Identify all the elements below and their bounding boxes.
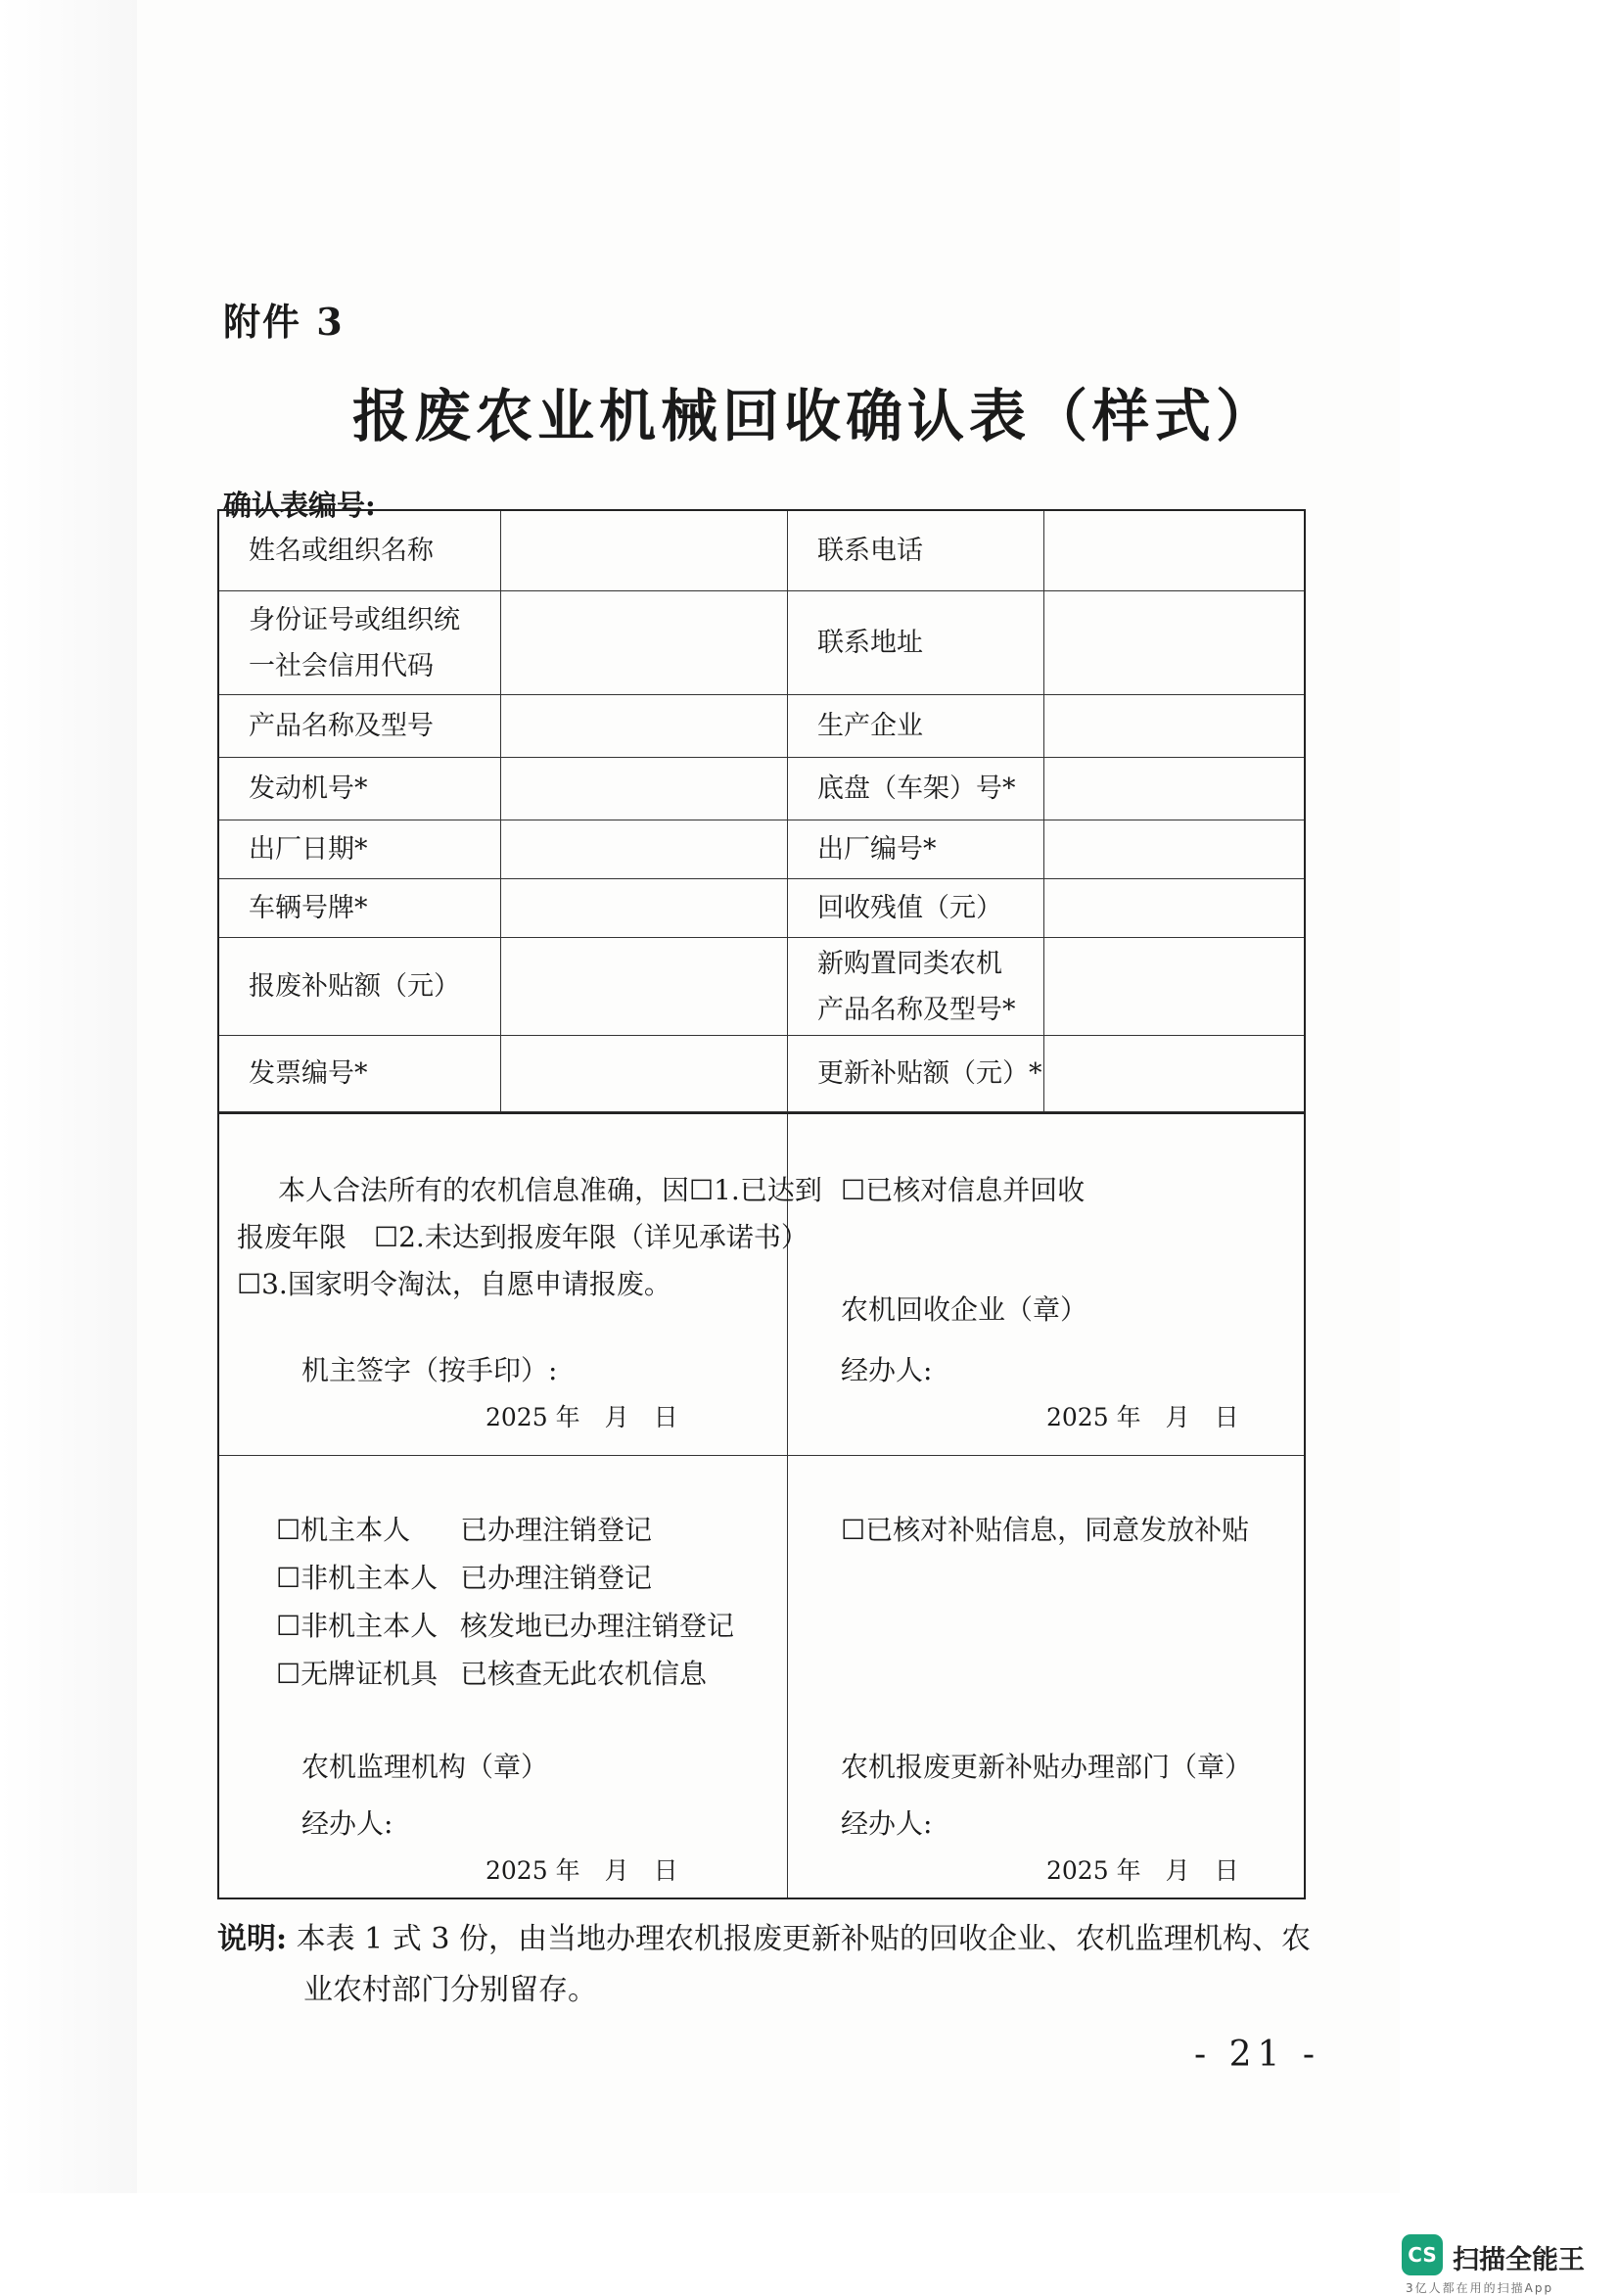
value-factory-serial[interactable] (1044, 820, 1304, 878)
value-id-number[interactable] (501, 591, 788, 694)
table-row (219, 879, 1304, 938)
supervision-handler: 经办人: (301, 1807, 393, 1840)
camscanner-logo-icon: CS (1402, 2234, 1443, 2275)
note-text-2: 业农村部门分别留存。 (303, 1973, 597, 2007)
table-row (219, 511, 1304, 591)
supervision-item-b: 已办理注销登记 (460, 1514, 653, 1546)
supervision-item-b: 已核查无此农机信息 (460, 1658, 708, 1690)
supervision-item-a[interactable]: ☐机主本人 (276, 1514, 411, 1546)
table-row (219, 938, 1304, 1036)
signature-row-2 (219, 1455, 1304, 1898)
owner-declaration-line1: 本人合法所有的农机信息准确，因☐1.已达到 (278, 1174, 822, 1206)
note-text-1: 本表 1 式 3 份，由当地办理农机报废更新补贴的回收企业、农机监理机构、农 (296, 1922, 1311, 1956)
table-row (219, 591, 1304, 695)
label-address: 联系地址 (788, 591, 1044, 694)
confirmation-table (217, 509, 1306, 1899)
supervision-box (219, 1456, 788, 1898)
scanner-watermark (1402, 2234, 1597, 2295)
label-manufacturer: 生产企业 (788, 695, 1044, 757)
owner-signature-label: 机主签字（按手印）: (301, 1354, 558, 1386)
recycler-box (788, 1114, 1304, 1455)
label-id-number (219, 591, 501, 694)
label-chassis-number: 底盘（车架）号* (788, 758, 1044, 820)
value-factory-date[interactable] (501, 820, 788, 878)
value-residual-value[interactable] (1044, 879, 1304, 937)
supervision-stamp: 农机监理机构（章） (301, 1751, 549, 1783)
label-id-number-line2: 一社会信用代码 (249, 650, 434, 681)
value-update-subsidy[interactable] (1044, 1036, 1304, 1111)
subsidy-date: 2025 年 月 日 (1046, 1856, 1239, 1885)
supervision-item-b: 已办理注销登记 (460, 1562, 653, 1594)
supervision-item-a[interactable]: ☐非机主本人 (276, 1562, 439, 1594)
supervision-item-a[interactable]: ☐无牌证机具 (276, 1658, 439, 1690)
subsidy-stamp: 农机报废更新补贴办理部门（章） (841, 1751, 1253, 1783)
note-label: 说明: (217, 1922, 288, 1956)
label-factory-serial: 出厂编号* (788, 820, 1044, 878)
note (217, 1914, 1314, 2016)
value-chassis-number[interactable] (1044, 758, 1304, 820)
value-name[interactable] (501, 511, 788, 590)
supervision-date: 2025 年 月 日 (485, 1856, 678, 1885)
recycler-date: 2025 年 月 日 (1046, 1403, 1239, 1431)
label-new-product (788, 938, 1044, 1035)
value-phone[interactable] (1044, 511, 1304, 590)
value-engine-number[interactable] (501, 758, 788, 820)
owner-declaration-line3: ☐3.国家明令淘汰，自愿申请报废。 (237, 1268, 671, 1300)
note-line1 (217, 1914, 1314, 1965)
supervision-item-b: 核发地已办理注销登记 (460, 1610, 735, 1642)
recycler-stamp: 农机回收企业（章） (841, 1293, 1088, 1326)
signature-row-1 (219, 1112, 1304, 1455)
form-number-label: 确认表编号: (223, 489, 376, 522)
value-address[interactable] (1044, 591, 1304, 694)
table-row (219, 695, 1304, 758)
label-scrap-subsidy: 报废补贴额（元） (219, 938, 501, 1035)
label-new-product-line2: 产品名称及型号* (817, 994, 1016, 1025)
supervision-item-a[interactable]: ☐非机主本人 (276, 1610, 439, 1642)
page-number: - 21 - (1194, 2035, 1321, 2075)
label-engine-number: 发动机号* (219, 758, 501, 820)
label-update-subsidy: 更新补贴额（元）* (788, 1036, 1044, 1111)
scan-edge (0, 0, 147, 2193)
label-plate: 车辆号牌* (219, 879, 501, 937)
owner-date: 2025 年 月 日 (485, 1403, 678, 1431)
recycler-handler: 经办人: (841, 1354, 933, 1386)
value-plate[interactable] (501, 879, 788, 937)
label-phone: 联系电话 (788, 511, 1044, 590)
value-manufacturer[interactable] (1044, 695, 1304, 757)
watermark-name: 扫描全能王 (1453, 2245, 1585, 2275)
label-invoice: 发票编号* (219, 1036, 501, 1111)
label-name: 姓名或组织名称 (219, 511, 501, 590)
value-scrap-subsidy[interactable] (501, 938, 788, 1035)
label-factory-date: 出厂日期* (219, 820, 501, 878)
label-id-number-line1: 身份证号或组织统 (249, 604, 460, 635)
value-invoice[interactable] (501, 1036, 788, 1111)
watermark-subtitle: 3亿人都在用的扫描App (1406, 2281, 1554, 2295)
recycler-check[interactable]: ☐已核对信息并回收 (841, 1174, 1086, 1206)
label-residual-value: 回收残值（元） (788, 879, 1044, 937)
subsidy-handler: 经办人: (841, 1807, 933, 1840)
value-new-product[interactable] (1044, 938, 1304, 1035)
table-row (219, 758, 1304, 820)
value-product[interactable] (501, 695, 788, 757)
subsidy-box (788, 1456, 1304, 1898)
owner-declaration-line2: 报废年限 ☐2.未达到报废年限（详见承诺书） (237, 1221, 809, 1253)
owner-declaration-box (219, 1114, 822, 1455)
document-title: 报废农业机械回收确认表（样式） (352, 383, 1278, 449)
subsidy-check[interactable]: ☐已核对补贴信息，同意发放补贴 (841, 1514, 1250, 1546)
attachment-label: 附件 3 (223, 300, 345, 344)
label-product: 产品名称及型号 (219, 695, 501, 757)
table-row (219, 820, 1304, 879)
label-new-product-line1: 新购置同类农机 (817, 948, 1002, 979)
table-row (219, 1036, 1304, 1112)
